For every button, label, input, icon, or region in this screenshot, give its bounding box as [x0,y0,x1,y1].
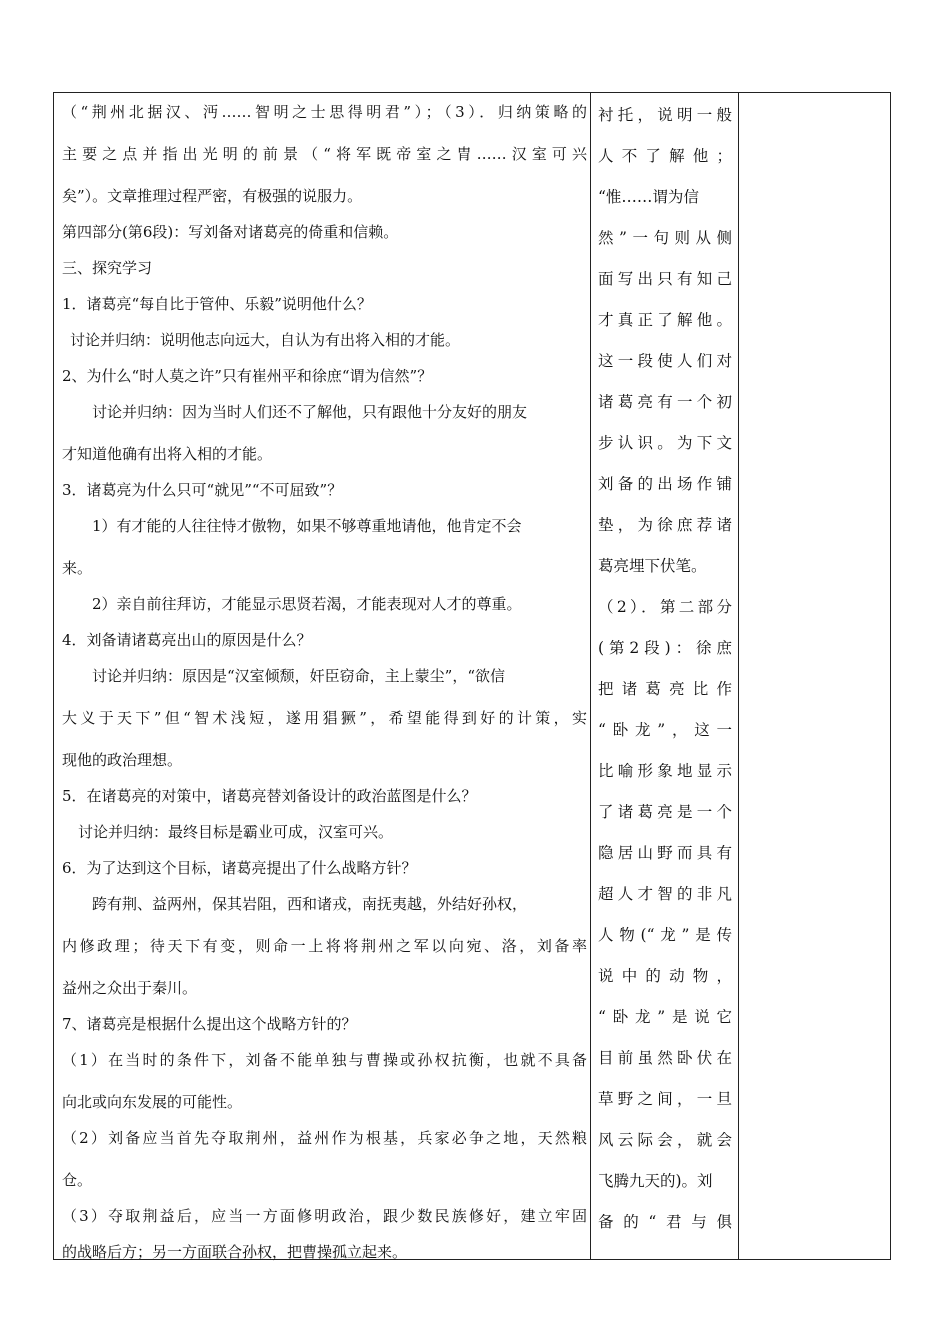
annotation-line: 比喻形象地显示 [598,762,732,780]
text-line: （1）在当时的条件下，刘备不能单独与曹操或孙权抗衡，也就不具备 [62,1051,587,1069]
text-line: 跨有荆、益两州，保其岩阻，西和诸戎，南抚夷越，外结好孙权， [92,895,528,913]
text-line: 的战略后方；另一方面联合孙权，把曹操孤立起来。 [62,1243,408,1261]
text-line: 益州之众出于秦川。 [62,979,198,997]
annotation-line: （2）．第二部分 [598,598,732,616]
content-table [53,92,891,1260]
annotation-line: 面写出只有知己 [598,270,732,288]
annotation-line: 刘备的出场作铺 [598,475,732,493]
text-line: （“荆州北据汉、沔……智明之士思得明君”）；（3）．归纳策略的 [62,103,587,121]
text-line: 7、诸葛亮是根据什么提出这个战略方针的？ [62,1015,357,1033]
annotation-line: 了诸葛亮是一个 [598,803,732,821]
annotation-line: 飞腾九天的)。刘 [598,1172,713,1190]
annotation-line: 垫，为徐庶荐诸 [598,516,732,534]
text-line: 主要之点并指出光明的前景（“将军既帝室之胄……汉室可兴 [62,145,587,163]
text-line: 讨论并归纳：最终目标是霸业可成，汉室可兴。 [78,823,394,841]
annotation-line: 人不了解他； [598,147,732,165]
column-divider-1 [590,93,591,1259]
text-line: 向北或向东发展的可能性。 [62,1093,243,1111]
annotation-line: 人物(“龙”是传 [598,926,732,944]
text-line: 4．刘备请诸葛亮出山的原因是什么？ [62,631,312,649]
text-line: 讨论并归纳：原因是“汉室倾颓，奸臣窃命，主上蒙尘”，“欲信 [92,667,506,685]
annotation-line: 把诸葛亮比作 [598,680,732,698]
annotation-line: 诸葛亮有一个初 [598,393,732,411]
annotation-line: 风云际会，就会 [598,1131,732,1149]
column-divider-2 [738,93,739,1259]
annotation-line: “卧龙”，这一 [598,721,732,739]
text-line: 来。 [62,559,93,577]
annotation-line: 隐居山野而具有 [598,844,732,862]
text-line: 大义于天下”但“智术浅短，遂用猖獗”，希望能得到好的计策，实 [62,709,587,727]
annotation-line: 备的“君与俱 [598,1213,732,1231]
annotation-line: 葛亮埋下伏笔。 [598,557,707,575]
text-line: 仓。 [62,1171,93,1189]
annotation-line: 目前虽然卧伏在 [598,1049,732,1067]
text-line: 才知道他确有出将入相的才能。 [62,445,273,463]
text-line: 1）有才能的人往往恃才傲物，如果不够尊重地请他，他肯定不会 [92,517,522,535]
annotation-line: 超人才智的非凡 [598,885,732,903]
text-line: （3）夺取荆益后，应当一方面修明政治，跟少数民族修好，建立牢固 [62,1207,587,1225]
text-line: 现他的政治理想。 [62,751,183,769]
annotation-line: 衬托，说明一般 [598,106,732,124]
annotation-line: 步认识。为下文 [598,434,732,452]
annotation-line: (第2段)：徐庶 [598,639,732,657]
text-line: 第四部分(第6段)：写刘备对诸葛亮的倚重和信赖。 [62,223,399,241]
text-line: 三、探究学习 [62,259,153,277]
annotation-line: 说中的动物， [598,967,732,985]
text-line: 5．在诸葛亮的对策中，诸葛亮替刘备设计的政治蓝图是什么？ [62,787,477,805]
text-line: （2）刘备应当首先夺取荆州，益州作为根基，兵家必争之地，天然粮 [62,1129,587,1147]
annotation-line: 这一段使人们对 [598,352,732,370]
text-line: 讨论并归纳：因为当时人们还不了解他，只有跟他十分友好的朋友 [92,403,528,421]
text-line: 1．诸葛亮“每自比于管仲、乐毅”说明他什么？ [62,295,372,313]
text-line: 内修政理；待天下有变，则命一上将将荆州之军以向宛、洛，刘备率 [62,937,587,955]
text-line: 讨论并归纳：说明他志向远大，自认为有出将入相的才能。 [70,331,461,349]
annotation-line: 才真正了解他。 [598,311,732,329]
text-line: 2、为什么“时人莫之许”只有崔州平和徐庶“谓为信然”？ [62,367,433,385]
annotation-line: “卧龙”是说它 [598,1008,732,1026]
annotation-line: 草野之间，一旦 [598,1090,732,1108]
annotation-column [598,95,732,1243]
annotation-line: “惟……谓为信 [598,188,699,206]
text-line: 3．诸葛亮为什么只可“就见”“不可屈致”？ [62,481,343,499]
text-line: 2）亲自前往拜访，才能显示思贤若渴，才能表现对人才的尊重。 [92,595,522,613]
text-line: 矣”）。文章推理过程严密，有极强的说服力。 [62,187,363,205]
text-line: 6．为了达到这个目标，诸葛亮提出了什么战略方针？ [62,859,417,877]
annotation-line: 然”一句则从侧 [598,229,732,247]
